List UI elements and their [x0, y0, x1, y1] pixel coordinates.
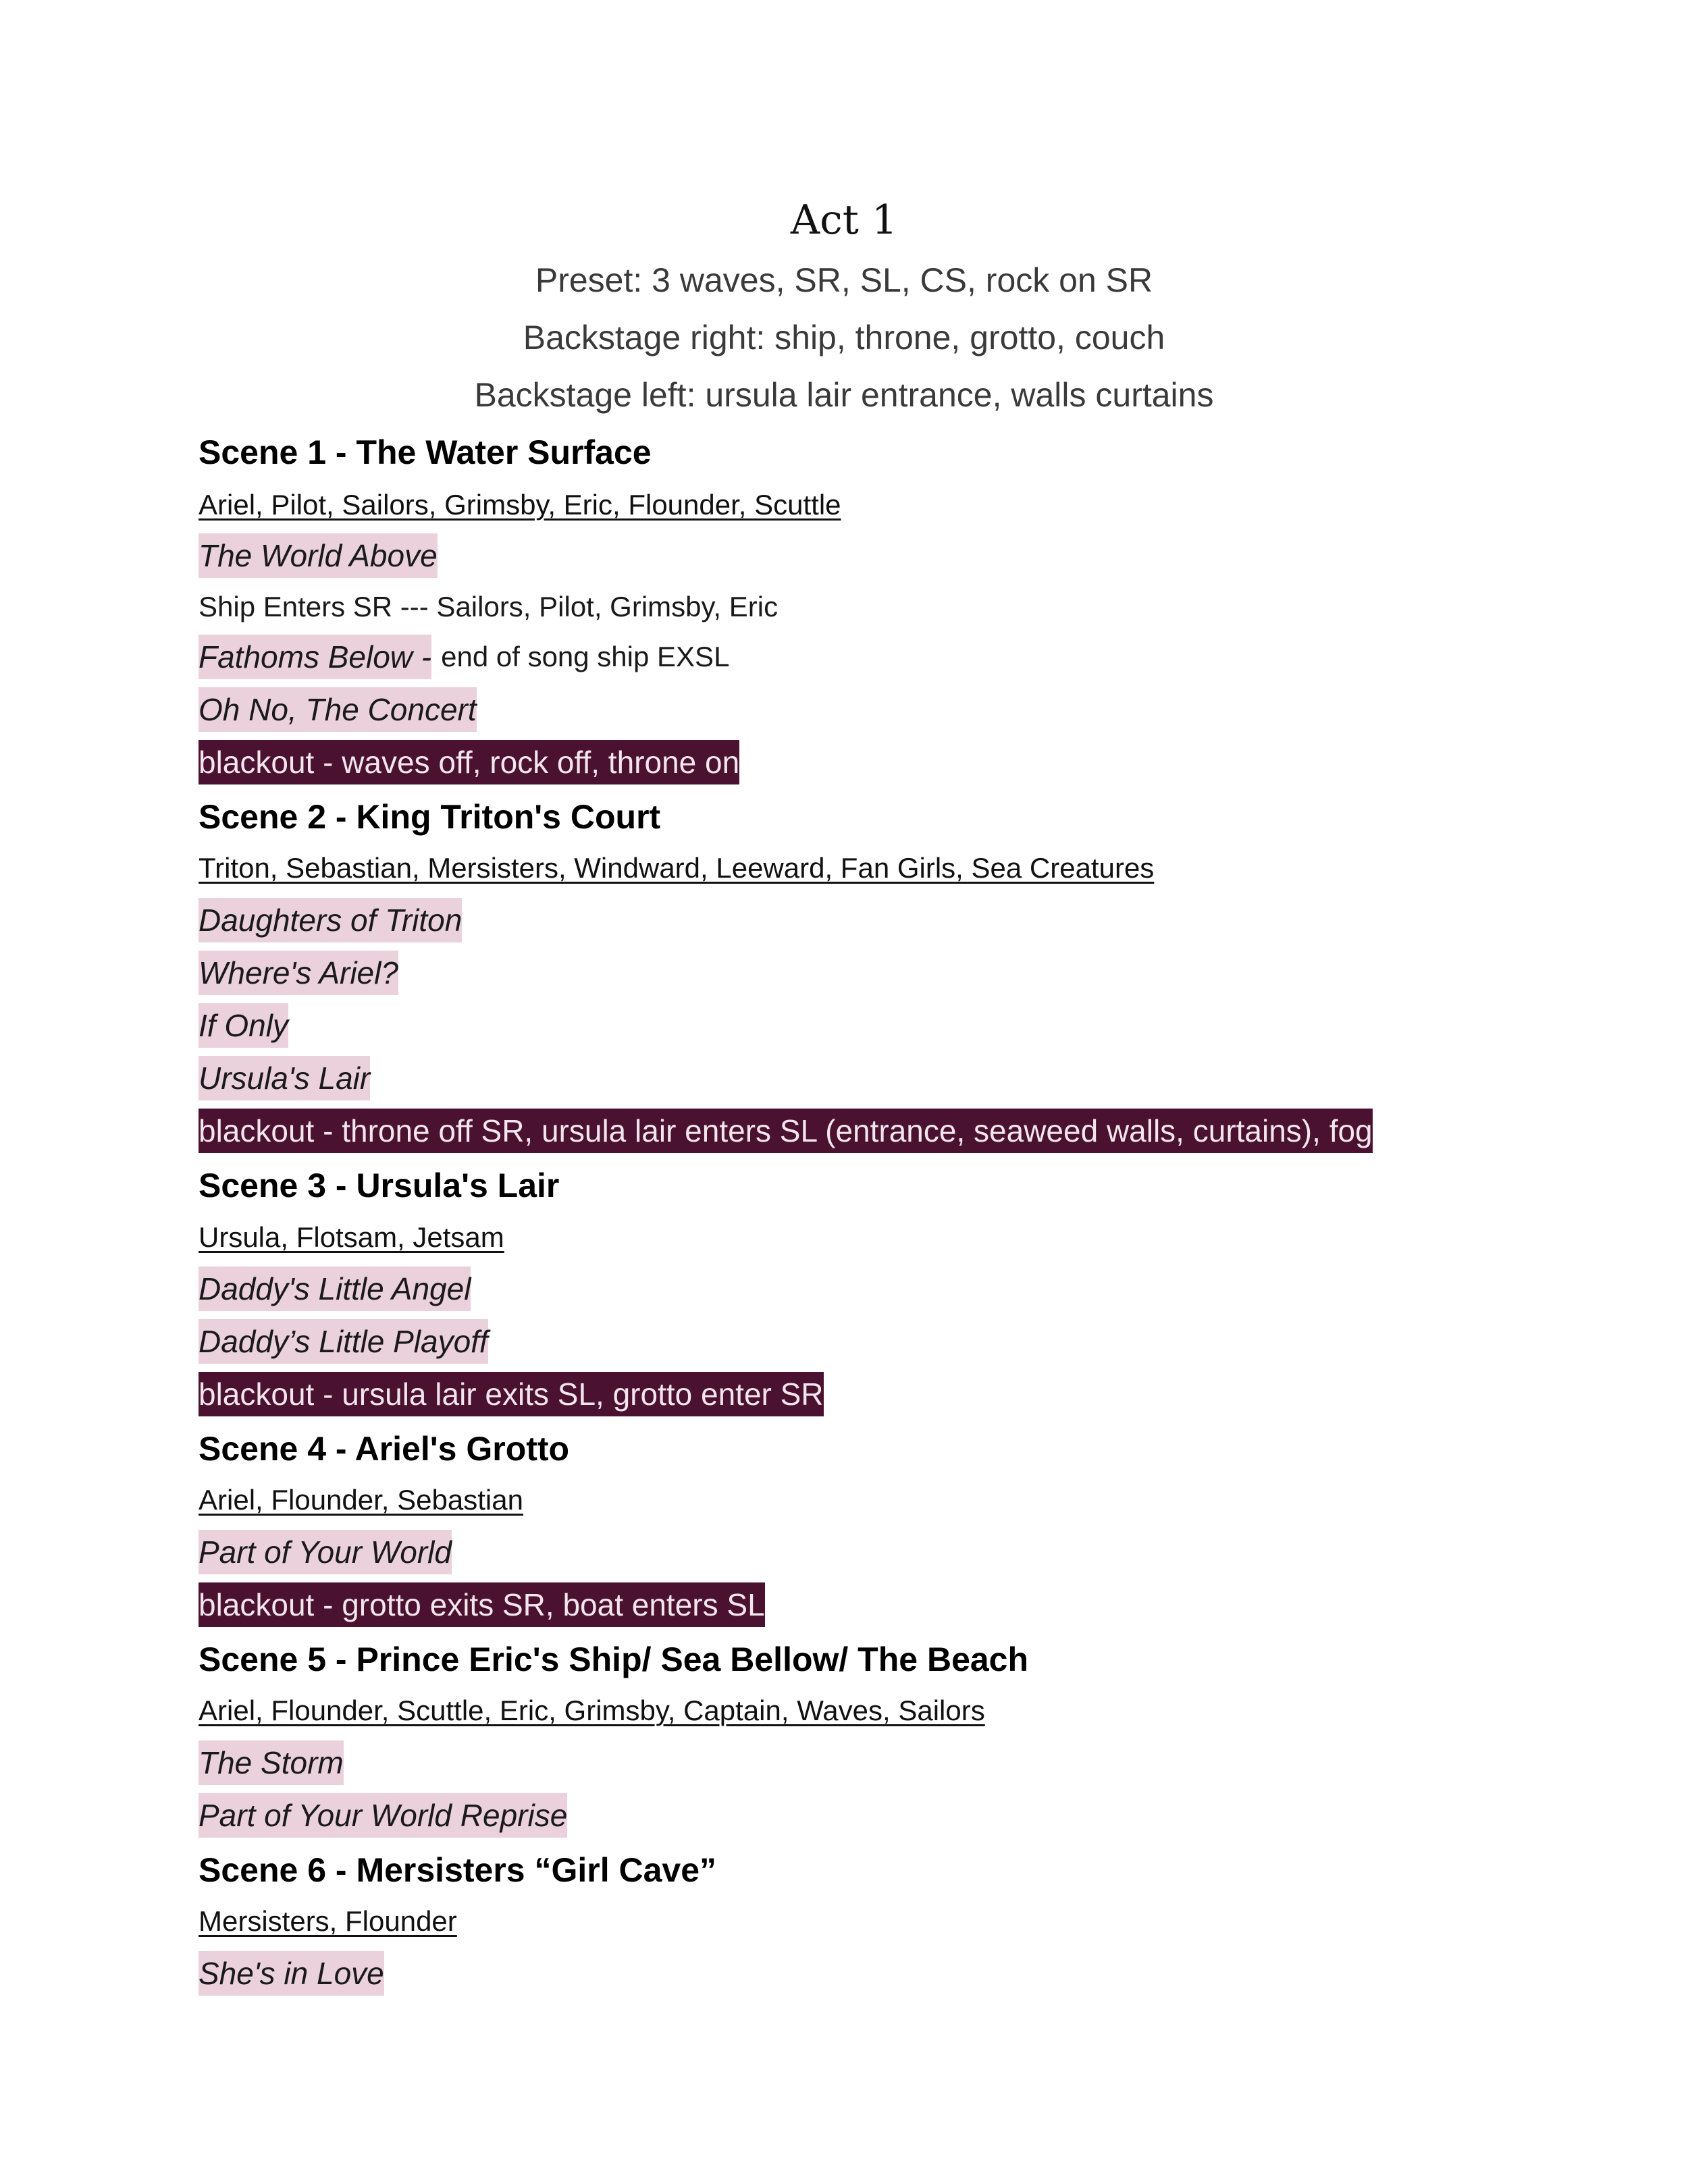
blackout-cue: blackout - ursula lair exits SL, grotto enter SR [199, 1372, 824, 1416]
song-row [199, 951, 398, 995]
cast-list: Ariel, Flounder, Scuttle, Eric, Grimsby, Captain, Waves, Sailors [199, 1695, 985, 1726]
cast-list: Mersisters, Flounder [199, 1905, 457, 1937]
scene-heading: Scene 5 - Prince Eric's Ship/ Sea Bellow/ The Beach [199, 1641, 1029, 1678]
song-note: end of song ship EXSL [441, 641, 730, 672]
cast-list: Ariel, Flounder, Sebastian [199, 1484, 523, 1516]
song-row [199, 1056, 370, 1100]
song-row [199, 1267, 471, 1311]
song-title: Part of Your World [199, 1530, 452, 1574]
song-title: Daddy’s Little Playoff [199, 1319, 488, 1364]
song-row [199, 533, 438, 578]
song-title: She's in Love [199, 1951, 384, 1996]
song-title: Fathoms Below - [199, 635, 431, 679]
song-title: Daddy's Little Angel [199, 1267, 471, 1311]
scene-heading: Scene 2 - King Triton's Court [199, 798, 661, 836]
song-row [199, 1951, 384, 1996]
scene-heading: Scene 4 - Ariel's Grotto [199, 1430, 570, 1468]
song-title: The Storm [199, 1740, 344, 1785]
song-row [199, 1793, 567, 1838]
song-title: Ursula's Lair [199, 1056, 370, 1100]
song-row [199, 898, 462, 942]
song-row [199, 1319, 488, 1364]
song-title: The World Above [199, 533, 438, 578]
song-row [199, 635, 729, 679]
song-title: Oh No, The Concert [199, 687, 477, 732]
scene-heading: Scene 3 - Ursula's Lair [199, 1167, 560, 1204]
scene-heading: Scene 1 - The Water Surface [199, 433, 652, 471]
song-row [199, 1530, 452, 1574]
blackout-cue: blackout - waves off, rock off, throne on [199, 740, 739, 784]
stage-note: Ship Enters SR --- Sailors, Pilot, Grimsby, Eric [199, 591, 779, 622]
scene-heading: Scene 6 - Mersisters “Girl Cave” [199, 1851, 717, 1889]
cast-list: Ariel, Pilot, Sailors, Grimsby, Eric, Flounder, Scuttle [199, 489, 841, 521]
backstage-right-line: Backstage right: ship, throne, grotto, couch [523, 319, 1165, 356]
cast-list: Triton, Sebastian, Mersisters, Windward, Leeward, Fan Girls, Sea Creatures [199, 852, 1155, 884]
song-row [199, 1003, 288, 1048]
song-title: Part of Your World Reprise [199, 1793, 567, 1838]
act-title: Act 1 [790, 196, 898, 244]
blackout-cue: blackout - grotto exits SR, boat enters SL [199, 1582, 765, 1627]
song-title: If Only [199, 1003, 288, 1048]
blackout-cue: blackout - throne off SR, ursula lair enters SL (entrance, seaweed walls, curtains), fog [199, 1109, 1373, 1153]
cast-list: Ursula, Flotsam, Jetsam [199, 1221, 504, 1253]
song-row [199, 687, 477, 732]
preset-line: Preset: 3 waves, SR, SL, CS, rock on SR [535, 261, 1153, 299]
song-row [199, 1740, 344, 1785]
song-title: Daughters of Triton [199, 898, 462, 942]
song-title: Where's Ariel? [199, 951, 398, 995]
backstage-left-line: Backstage left: ursula lair entrance, walls curtains [474, 376, 1214, 414]
